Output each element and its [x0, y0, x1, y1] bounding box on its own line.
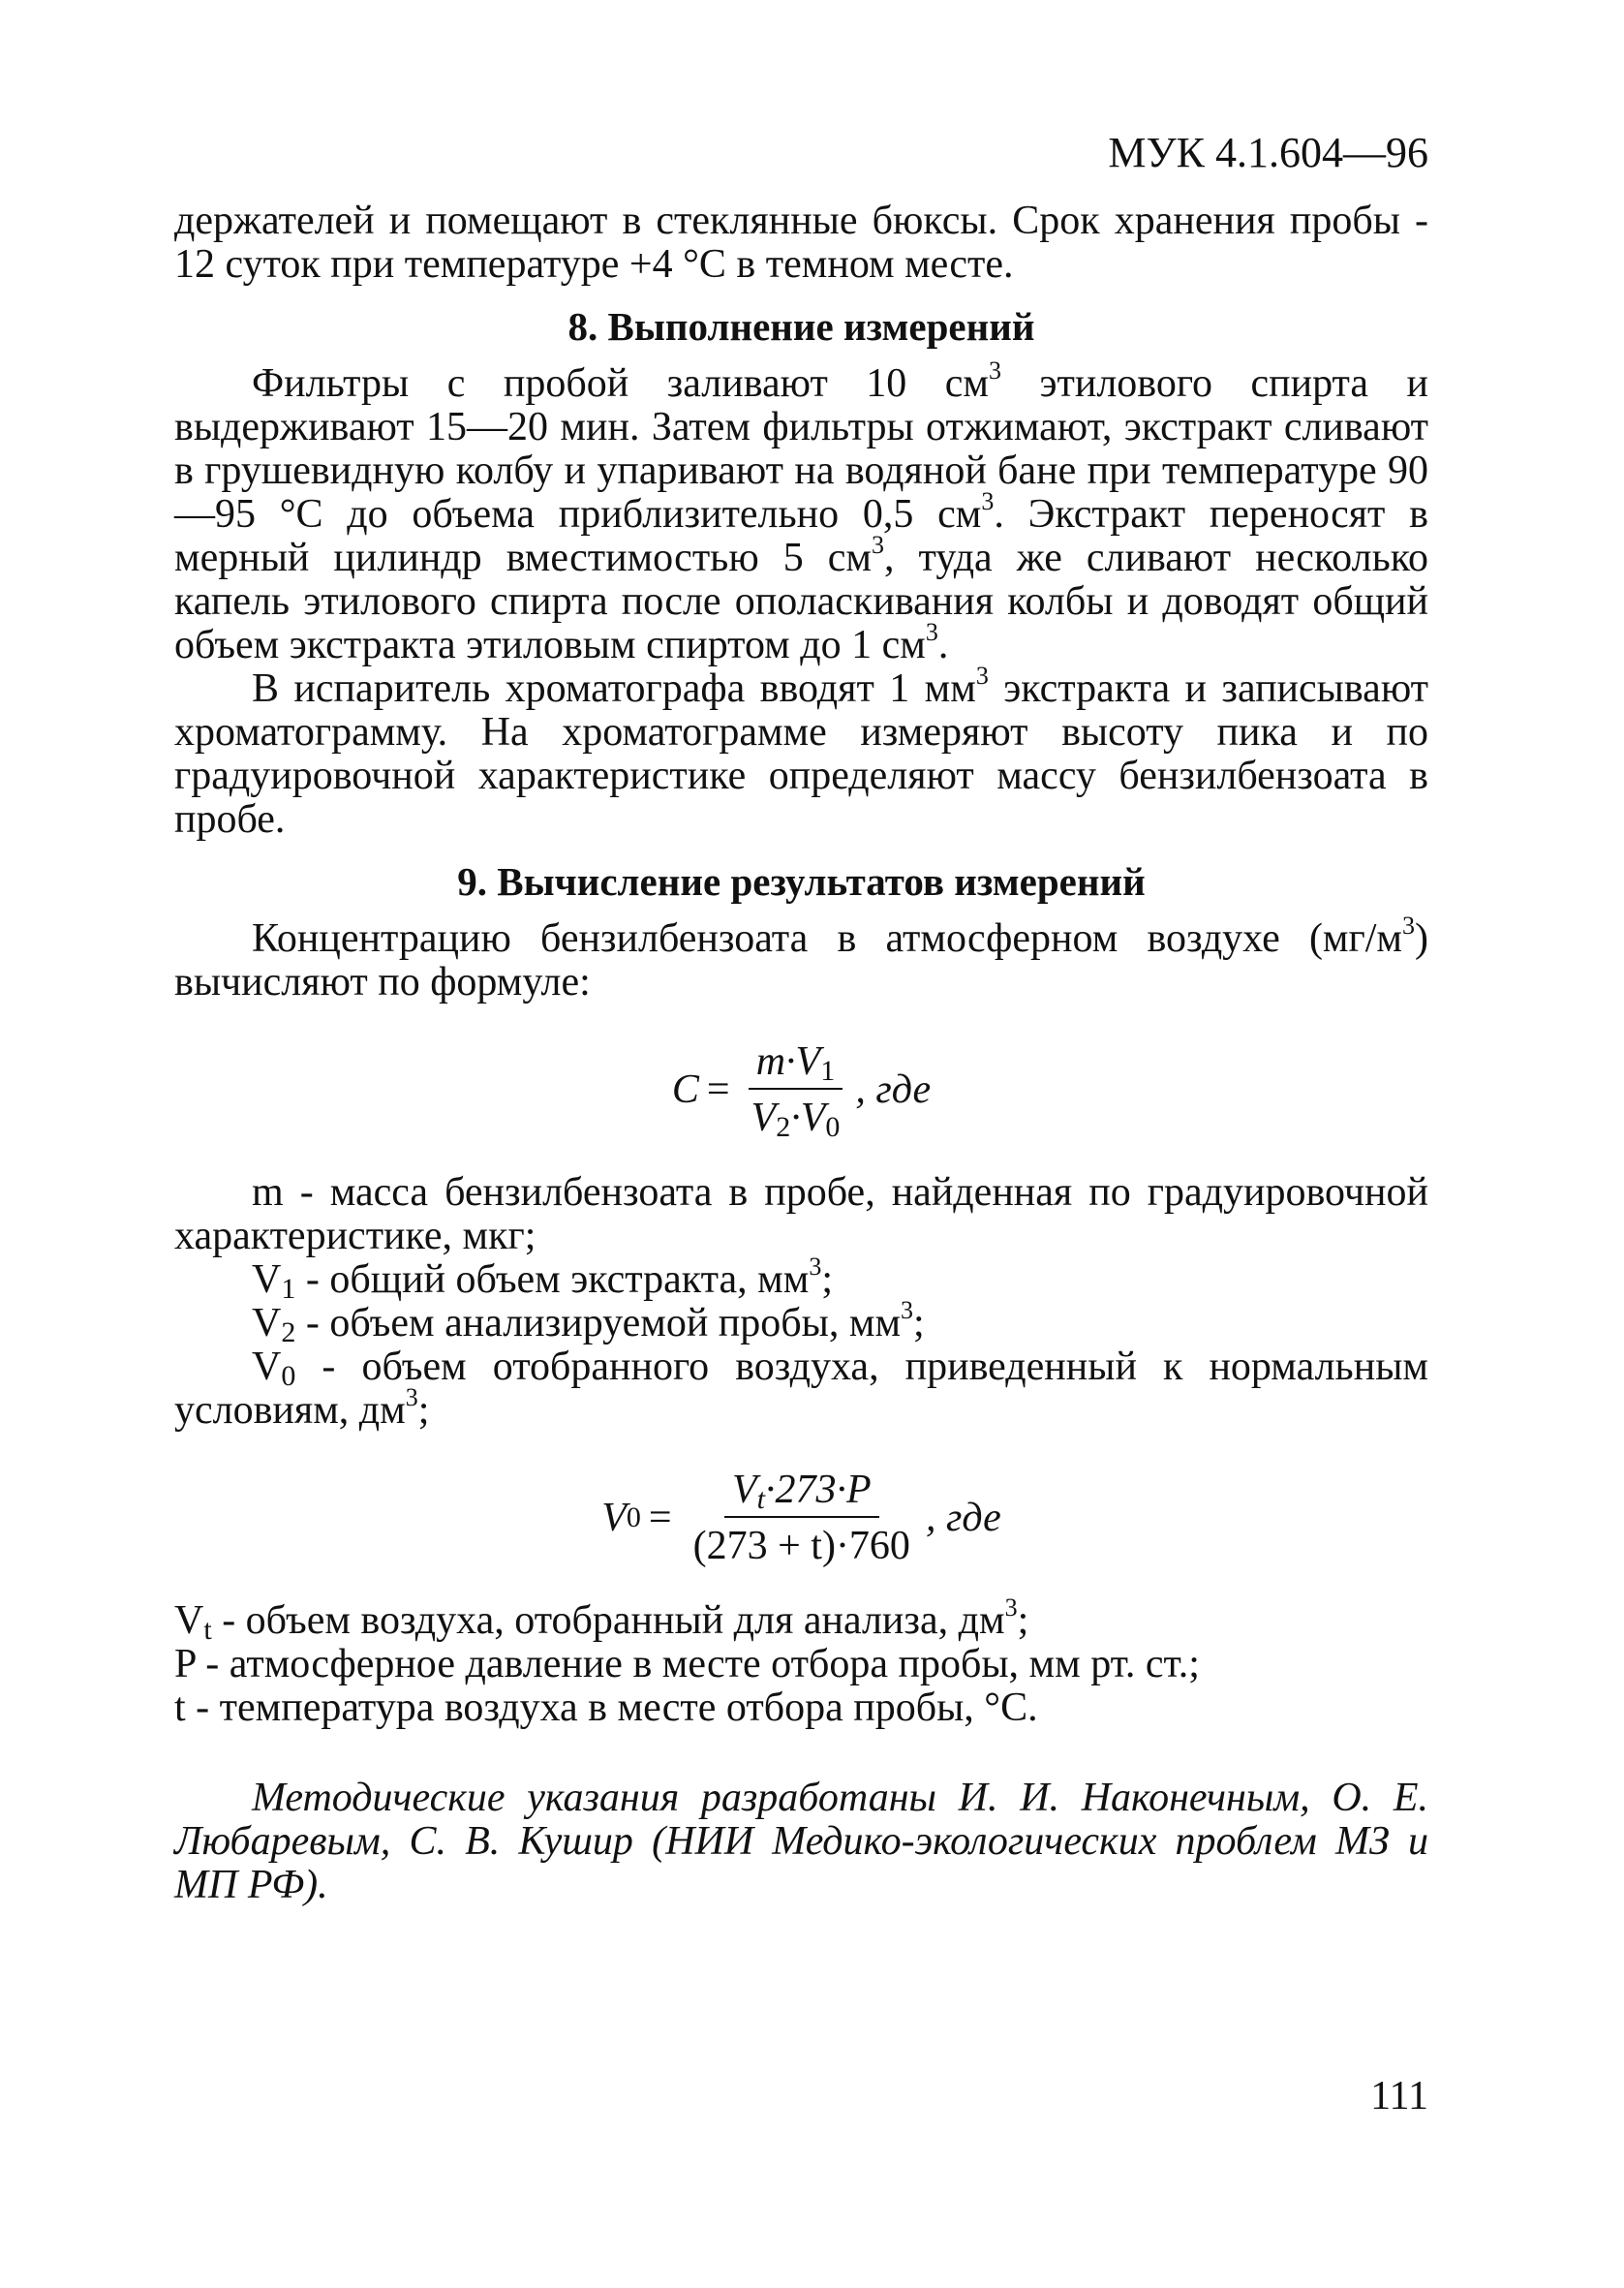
normalized-volume-formula: V 0 = $\frac{V_t\cdot 273\cdot P}{(273 + t)\cdot 760}$ , где	[601, 1468, 1001, 1568]
authors-note: Методические указания разработаны И. И. Наконечным, О. Е. Любаревым, С. В. Кушир (НИИ Медико-экологических проблем МЗ и МП РФ).	[174, 1776, 1428, 1907]
intro-paragraph: держателей и помещают в стеклянные бюксы. Срок хранения пробы - 12 суток при температуре +4 °С в темном месте.	[174, 199, 1428, 287]
definition-v2: $V_2$ - объем анализируемой пробы, $мм^3$;	[252, 1296, 925, 1348]
formula-1-tail: , где	[855, 1067, 932, 1112]
section-9-title: 9. Вычисление результатов измерений	[457, 859, 1146, 904]
definition-v1: $V_1$ - общий объем экстракта, $мм^3$;	[252, 1252, 833, 1305]
document-page	[174, 126, 1428, 1907]
formula-2-tail: , где	[925, 1496, 1001, 1540]
formula-1-denominator: $V_2\cdot V_0$	[751, 1096, 841, 1143]
definition-v0: $V_0$ - объем отобранного воздуха, приведенный к нормальным условиям, $дм^3$;	[174, 1345, 1428, 1433]
formula-1-lhs: C	[671, 1067, 699, 1112]
formula-2-lhs: V	[601, 1496, 627, 1540]
formula-2-equals: =	[648, 1496, 672, 1540]
variable-definitions	[174, 1171, 1428, 1433]
doc-code-header: МУК 4.1.604—96	[1108, 129, 1428, 176]
formula-1-equals: =	[706, 1067, 730, 1112]
formula-1-numerator: $m\cdot V_1$	[749, 1037, 843, 1090]
definition-vt: $V_t$ - объем воздуха, отобранный для анализа, $дм^3$;	[174, 1593, 1029, 1646]
definition-m: m - масса бензилбензоата в пробе, найденная по градуировочной характеристике, мкг;	[174, 1170, 1428, 1258]
variable-definitions-2	[174, 1593, 1428, 1730]
concentration-formula	[174, 1037, 1428, 1142]
section-8-paragraph-1: Фильтры с пробой заливают 10 $см^3$ этилового спирта и выдерживают 15—20 мин. Затем фильтры отжимают, экстракт сливают в грушевидную колбу и упаривают на водяной бане при температуре 90—95 °С до объема приблизительно 0,5 $см^3$. Экстракт переносят в мерный цилиндр вместимостью 5 $см^3$, туда же сливают несколько капель этилового спирта после ополаскивания колбы и доводят общий объем экстракта этиловым спиртом до 1 $см^3$.	[174, 356, 1428, 667]
definition-p: P - атмосферное давление в месте отбора пробы, мм рт. ст.;	[174, 1642, 1200, 1686]
section-9-paragraph-1: Концентрацию бензилбензоата в атмосферном воздухе $(мг/м^3)$ вычисляют по формуле:	[174, 912, 1428, 1005]
formula-1-fraction	[744, 1037, 848, 1142]
definition-t: t - температура воздуха в месте отбора пробы, °С.	[174, 1685, 1038, 1730]
section-8-paragraph-2: В испаритель хроматографа вводят 1 $мм^3$ экстракта и записывают хроматограмму. На хроматограмме измеряют высоту пика и по градуировочной характеристике определяют массу бензилбензоата в пробе.	[174, 662, 1428, 842]
page-number: 111	[1370, 2074, 1428, 2118]
formula-2-fraction	[686, 1466, 918, 1570]
section-8-title: 8. Выполнение измерений	[567, 304, 1035, 349]
formula-2-numerator: $V_t\cdot 273\cdot P$	[724, 1466, 879, 1518]
formula-2-denominator: (273 + t)·760	[692, 1524, 910, 1568]
